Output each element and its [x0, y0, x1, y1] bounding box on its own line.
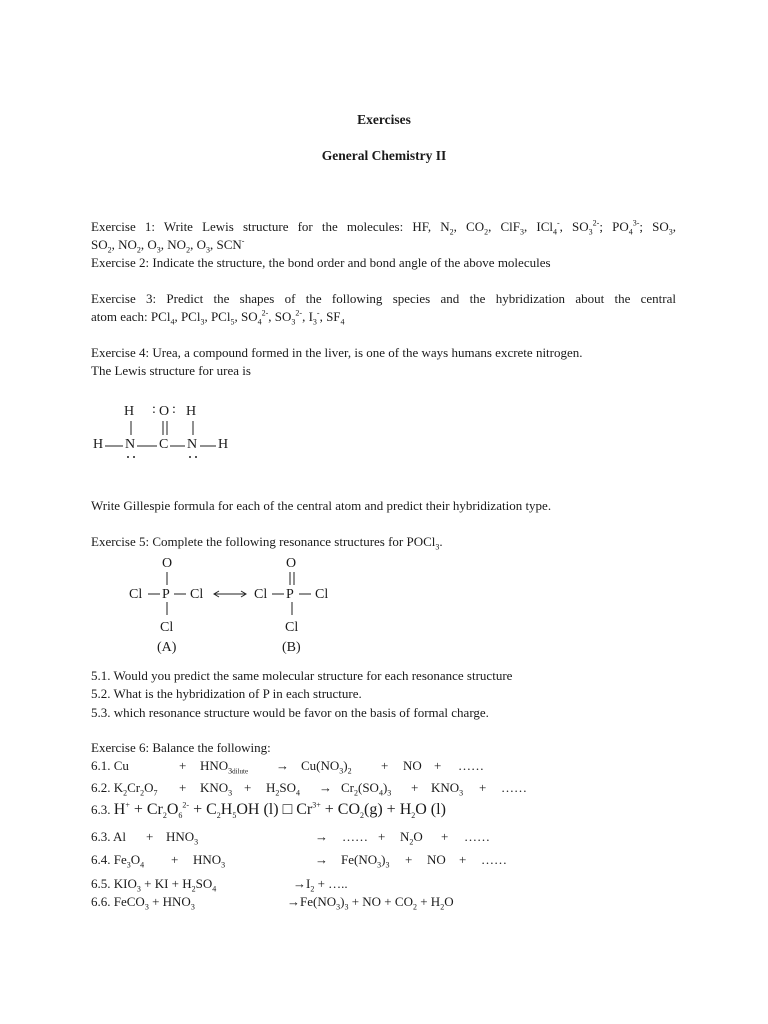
pocl3-b-p: P: [286, 587, 294, 602]
pocl3-a-cl-bottom: Cl: [160, 620, 174, 635]
urea-h-left: H: [93, 437, 104, 452]
pocl3-a-cl-left: Cl: [129, 587, 143, 602]
reaction-6-5: 6.5. $KIO_3$ + KI + $H_2SO_4$ $\to I_2$ + …..: [91, 876, 348, 894]
pocl3-b-cl-right: Cl: [315, 587, 329, 602]
urea-h-right: H: [218, 437, 229, 452]
exercise-4-line-2: The Lewis structure for urea is: [91, 363, 251, 378]
exercise-2: Exercise 2: Indicate the structure, the bond order and bond angle of the above molecules: [91, 255, 551, 270]
urea-c: C: [159, 437, 169, 452]
reaction-6-4: 6.4. $Fe_3O_4$ + $HNO_3$ → $Fe(NO_3)_3$ + NO + ……: [91, 852, 507, 870]
pocl3-a-cl-right: Cl: [190, 587, 204, 602]
reaction-6-3: 6.3. Al + $HNO_3$ → …… + $N_2O$ + ……: [91, 829, 490, 847]
reaction-6-6: 6.6. FeCO$_3$ + $HNO_3$ $\to Fe(NO_3)_3$ + NO + $CO_2 + H_2O$: [91, 894, 454, 912]
exercise-6-heading: Exercise 6: Balance the following:: [91, 740, 271, 755]
exercise-5-question-3: 5.3. which resonance structure would be favor on the basis of formal charge.: [91, 705, 489, 720]
exercise-1-line-1: Exercise 1: Write Lewis structure for the molecules: HF, $N_2$, $CO_2$, ClF$_3$, ICl$_4$-, $SO_3^{2-}$; $PO_4^{3-}$; $SO_3$,: [91, 218, 676, 237]
exercise-4-question: Write Gillespie formula for each of the central atom and predict their hybridization type.: [91, 498, 552, 513]
pocl3-a-o: O: [162, 556, 173, 571]
reaction-6-3-ionic: 6.3. $H^+ + Cr_2O_6^{2-} + C_2H_5OH$ (l) □ $Cr^{3+} + CO_2(g) + H_2O$ (l): [91, 800, 446, 821]
reaction-6-1: 6.1. Cu + $HNO_{3dilute}$ → $Cu(NO_3)_2$ + NO + ……: [91, 758, 484, 776]
page-subtitle: General Chemistry II: [321, 148, 447, 163]
urea-o-lone-pair-right: :: [172, 402, 176, 417]
pocl3-b-o: O: [286, 556, 297, 571]
exercise-4-line-1: Exercise 4: Urea, a compound formed in the liver, is one of the ways humans excrete nitrogen.: [91, 345, 583, 360]
exercise-5-question-1: 5.1. Would you predict the same molecular structure for each resonance structure: [91, 668, 513, 683]
urea-h-top-left: H: [124, 404, 135, 419]
exercise-5-question-2: 5.2. What is the hybridization of P in each structure.: [91, 686, 362, 701]
unknown-glyph-box: □: [282, 801, 293, 818]
pocl3-a-p: P: [162, 587, 170, 602]
pocl3-b-cl-left: Cl: [254, 587, 268, 602]
exercise-1-line-2: $SO_2$, $NO_2$, $O_3$, $NO_2$, $O_3$, SCN-: [91, 236, 245, 255]
exercise-3-line-2: atom each: PCl$_4$, PCl$_3$, PCl$_5$, $SO_4^{2-}$, $SO_3^{2-}$, $I_3^-$, $SF_4$: [91, 308, 345, 327]
reaction-6-2: 6.2. $K_2Cr_2O_7$ + $KNO_3$ + $H_2SO_4$ → $Cr_2(SO_4)_3$ + $KNO_3$ + ……: [91, 780, 527, 798]
page-title: Exercises: [357, 112, 411, 127]
urea-n-right: N: [187, 437, 198, 452]
urea-h-top-right: H: [186, 404, 197, 419]
exercise-5-heading: Exercise 5: Complete the following resonance structures for POCl$_3$.: [91, 534, 443, 552]
pocl3-label-b: (B): [282, 640, 301, 655]
urea-n-left: N: [125, 437, 136, 452]
exercise-3-line-1: Exercise 3: Predict the shapes of the following species and the hybridization about the central: [91, 291, 676, 306]
urea-o-lone-pair: :: [152, 402, 156, 417]
pocl3-b-cl-bottom: Cl: [285, 620, 299, 635]
pocl3-label-a: (A): [157, 640, 177, 655]
urea-o: O: [159, 404, 170, 419]
